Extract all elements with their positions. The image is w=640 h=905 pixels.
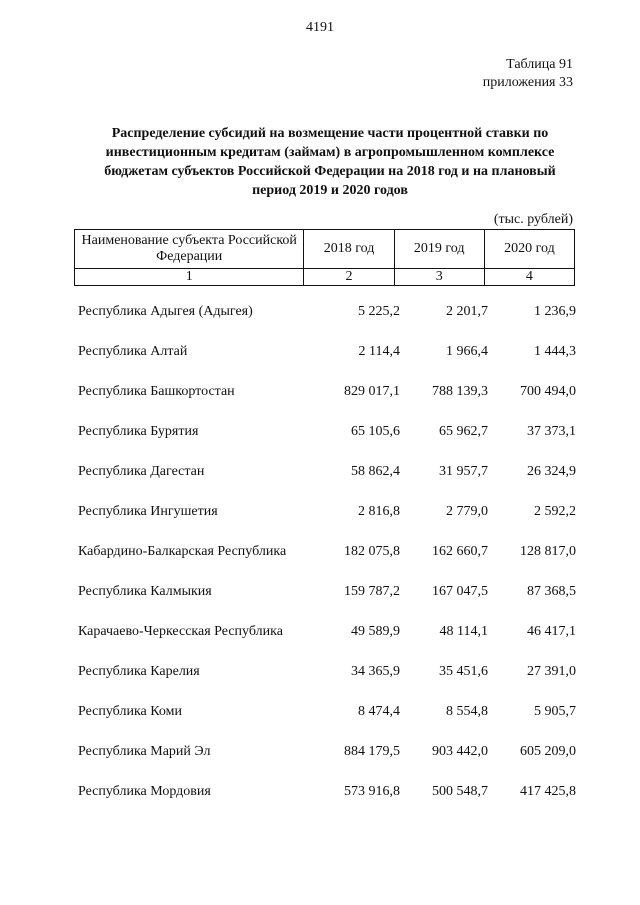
column-headers-row [75,230,575,269]
column-header-2018: 2018 год [304,230,394,269]
value-2019: 903 442,0 [432,744,488,759]
value-2020: 26 324,9 [527,464,576,479]
region-name: Республика Бурятия [78,424,199,439]
region-name: Республика Коми [78,704,182,719]
column-number: 2 [304,269,394,286]
table-reference-line-1: Таблица 91 [506,57,573,72]
column-header-2019: 2019 год [394,230,484,269]
table-reference [483,56,573,92]
column-number: 1 [75,269,304,286]
table-row [78,502,578,522]
table-row [78,342,578,362]
table-row [78,702,578,722]
value-2020: 605 209,0 [520,744,576,759]
column-header-name: Наименование субъекта Российской Федерации [75,230,304,269]
value-2020: 700 494,0 [520,384,576,399]
value-2019: 500 548,7 [432,784,488,799]
value-2018: 829 017,1 [344,384,400,399]
table-body [78,302,578,822]
page-number: 4191 [306,20,334,35]
table-header [74,229,575,286]
value-2018: 159 787,2 [344,584,400,599]
table-row [78,422,578,442]
value-2018: 8 474,4 [358,704,400,719]
table-row [78,782,578,802]
units-label: (тыс. рублей) [493,212,573,227]
value-2018: 2 114,4 [358,344,400,359]
value-2018: 58 862,4 [351,464,400,479]
region-name: Республика Алтай [78,344,188,359]
table-row [78,662,578,682]
value-2020: 46 417,1 [527,624,576,639]
region-name: Республика Ингушетия [78,504,218,519]
table-row [78,302,578,322]
table-reference-line-2: приложения 33 [482,75,573,90]
value-2018: 65 105,6 [351,424,400,439]
region-name: Республика Дагестан [78,464,205,479]
value-2020: 417 425,8 [520,784,576,799]
column-header-2020: 2020 год [484,230,574,269]
value-2019: 1 966,4 [446,344,488,359]
value-2019: 2 201,7 [446,304,488,319]
value-2018: 884 179,5 [344,744,400,759]
value-2018: 2 816,8 [358,504,400,519]
column-numbers-row [75,269,575,286]
region-name: Республика Мордовия [78,784,211,799]
value-2019: 48 114,1 [439,624,488,639]
value-2019: 2 779,0 [446,504,488,519]
value-2020: 27 391,0 [527,664,576,679]
column-number: 4 [484,269,574,286]
value-2020: 1 444,3 [534,344,576,359]
table-row [78,742,578,762]
table-row [78,582,578,602]
value-2018: 5 225,2 [358,304,400,319]
value-2020: 5 905,7 [534,704,576,719]
value-2019: 8 554,8 [446,704,488,719]
region-name: Республика Марий Эл [78,744,211,759]
value-2019: 65 962,7 [439,424,488,439]
table-row [78,542,578,562]
column-number: 3 [394,269,484,286]
value-2018: 573 916,8 [344,784,400,799]
region-name: Республика Калмыкия [78,584,212,599]
value-2019: 31 957,7 [439,464,488,479]
value-2019: 788 139,3 [432,384,488,399]
value-2018: 49 589,9 [351,624,400,639]
region-name: Республика Карелия [78,664,200,679]
table-row [78,462,578,482]
value-2018: 182 075,8 [344,544,400,559]
value-2020: 128 817,0 [520,544,576,559]
value-2019: 167 047,5 [432,584,488,599]
value-2020: 87 368,5 [527,584,576,599]
value-2020: 2 592,2 [534,504,576,519]
region-name: Республика Адыгея (Адыгея) [78,304,253,319]
value-2020: 37 373,1 [527,424,576,439]
region-name: Кабардино-Балкарская Республика [78,544,287,559]
value-2020: 1 236,9 [534,304,576,319]
table-row [78,382,578,402]
value-2019: 162 660,7 [432,544,488,559]
value-2019: 35 451,6 [439,664,488,679]
table-row [78,622,578,642]
value-2018: 34 365,9 [351,664,400,679]
region-name: Карачаево-Черкесская Республика [78,624,283,639]
region-name: Республика Башкортостан [78,384,235,399]
document-title: Распределение субсидий на возмещение части процентной ставки по инвестиционным кредитам (займам) в агропромышленном комплексе бюджетам субъектов Российской Федерации на 2018 год и на плановый период 2019 и 2020 годов [104,126,556,198]
